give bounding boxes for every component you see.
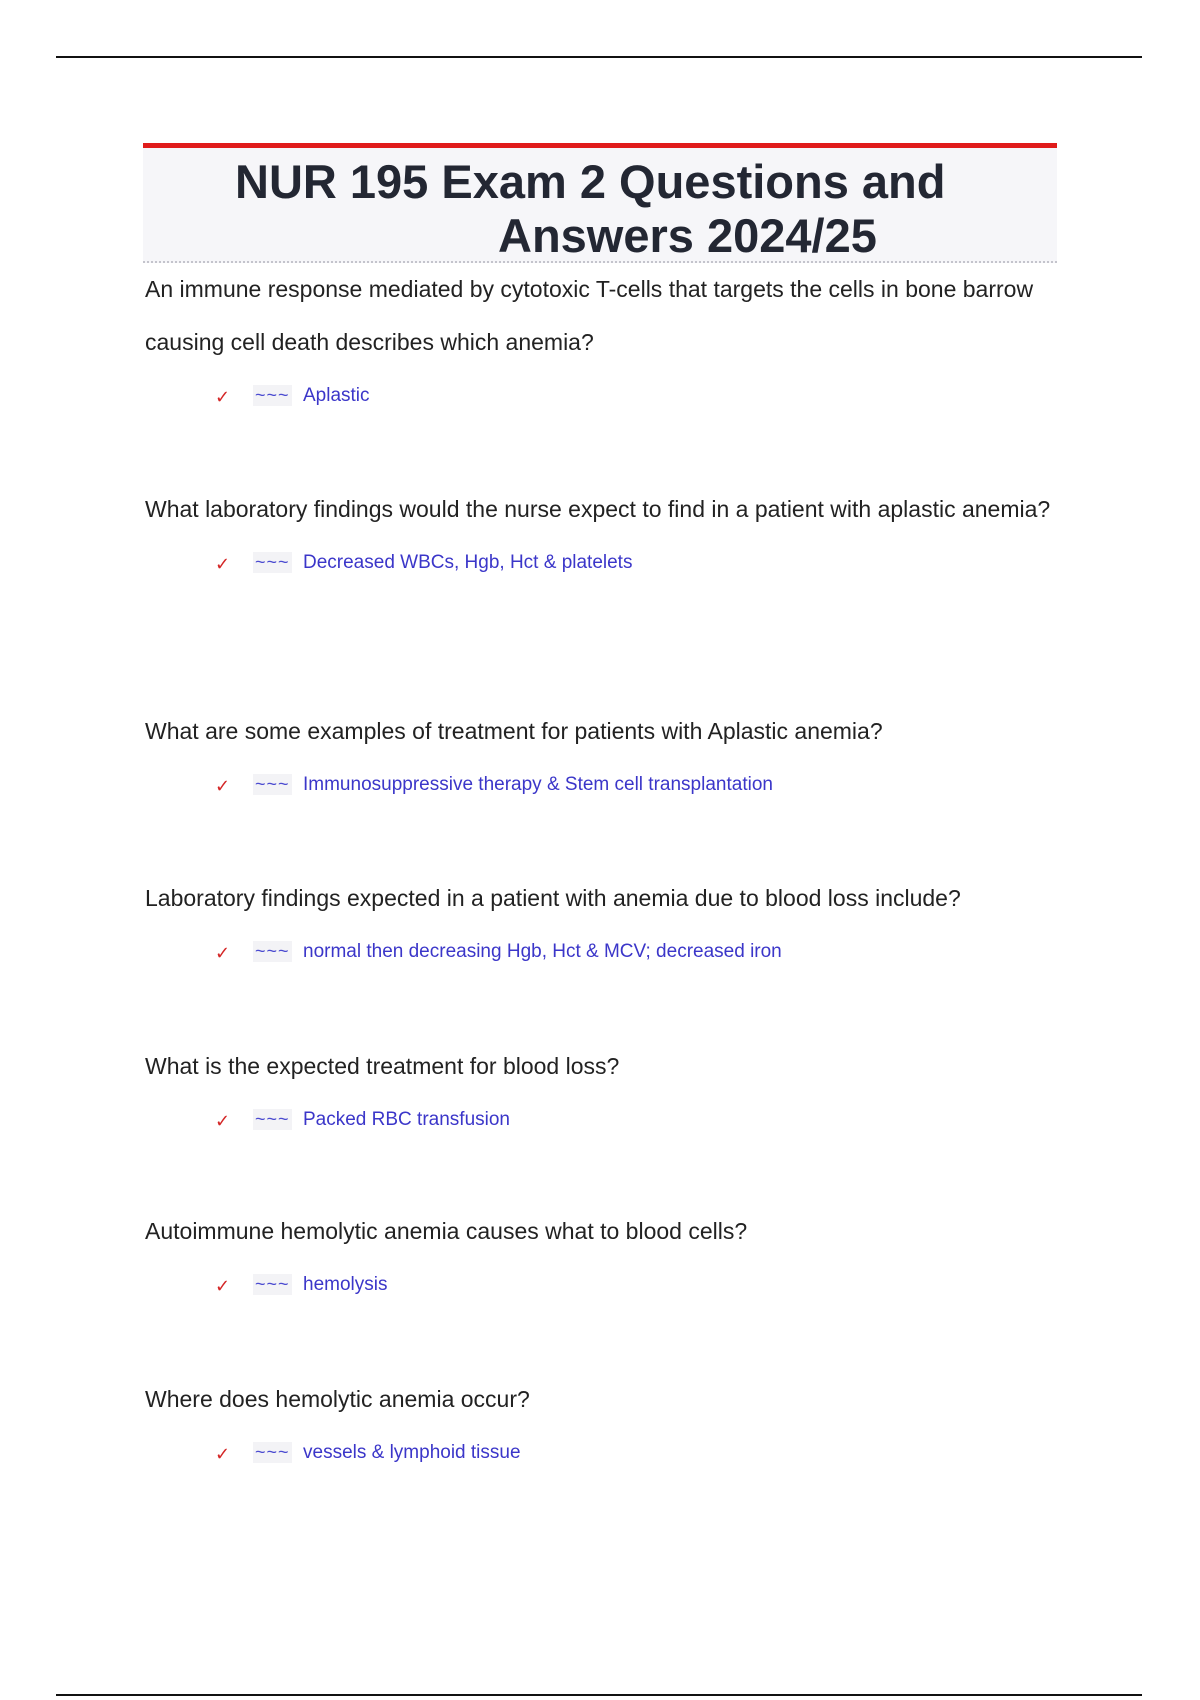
answer-prefix: ~~~ [255,774,290,794]
answer-row [145,1436,1075,1476]
bottom-rule [56,1694,1142,1696]
question-text: Autoimmune hemolytic anemia causes what to blood cells? [145,1218,748,1244]
title-block [143,143,1057,263]
answer-text: Aplastic [303,385,370,406]
answer-prefix: ~~~ [255,941,290,961]
check-icon: ✓ [215,943,231,964]
answer-row [145,1103,1075,1143]
check-icon: ✓ [215,387,231,408]
answer-prefix: ~~~ [255,1442,290,1462]
answer-row [145,546,1075,586]
check-icon: ✓ [215,1276,231,1297]
qa-item-7 [145,1373,1075,1476]
document-title-line-1: NUR 195 Exam 2 Questions and [235,155,946,208]
answer-row [145,379,1075,419]
question-text: What are some examples of treatment for patients with Aplastic anemia? [145,718,883,744]
answer-prefix: ~~~ [255,1109,290,1129]
qa-item-5 [145,1040,1075,1143]
answer-text: normal then decreasing Hgb, Hct & MCV; decreased iron [303,941,782,962]
check-icon: ✓ [215,776,231,797]
qa-item-1 [145,263,1075,419]
check-icon: ✓ [215,554,231,575]
top-rule [56,56,1142,58]
question-text: What laboratory findings would the nurse expect to find in a patient with aplastic anemia? [145,496,1051,522]
question-text: An immune response mediated by cytotoxic T-cells that targets the cells in bone barrow causing cell death describes which anemia? [145,276,1034,355]
question-text: What is the expected treatment for blood loss? [145,1053,620,1079]
answer-text: Immunosuppressive therapy & Stem cell transplantation [303,774,773,795]
check-icon: ✓ [215,1111,231,1132]
question-text: Laboratory findings expected in a patient with anemia due to blood loss include? [145,885,961,911]
check-icon: ✓ [215,1444,231,1465]
qa-item-6 [145,1205,1075,1308]
answer-row [145,1268,1075,1308]
qa-item-3 [145,705,1075,808]
answer-prefix: ~~~ [255,552,290,572]
answer-text: hemolysis [303,1274,388,1295]
answer-text: vessels & lymphoid tissue [303,1442,521,1463]
qa-item-2 [145,483,1075,586]
answer-prefix: ~~~ [255,385,290,405]
answer-text: Decreased WBCs, Hgb, Hct & platelets [303,552,633,573]
answer-row [145,935,1075,975]
answer-row [145,768,1075,808]
answer-prefix: ~~~ [255,1274,290,1294]
qa-item-4 [145,872,1075,975]
answer-text: Packed RBC transfusion [303,1109,510,1130]
document-title-line-2: Answers 2024/25 [498,209,877,262]
question-text: Where does hemolytic anemia occur? [145,1386,530,1412]
